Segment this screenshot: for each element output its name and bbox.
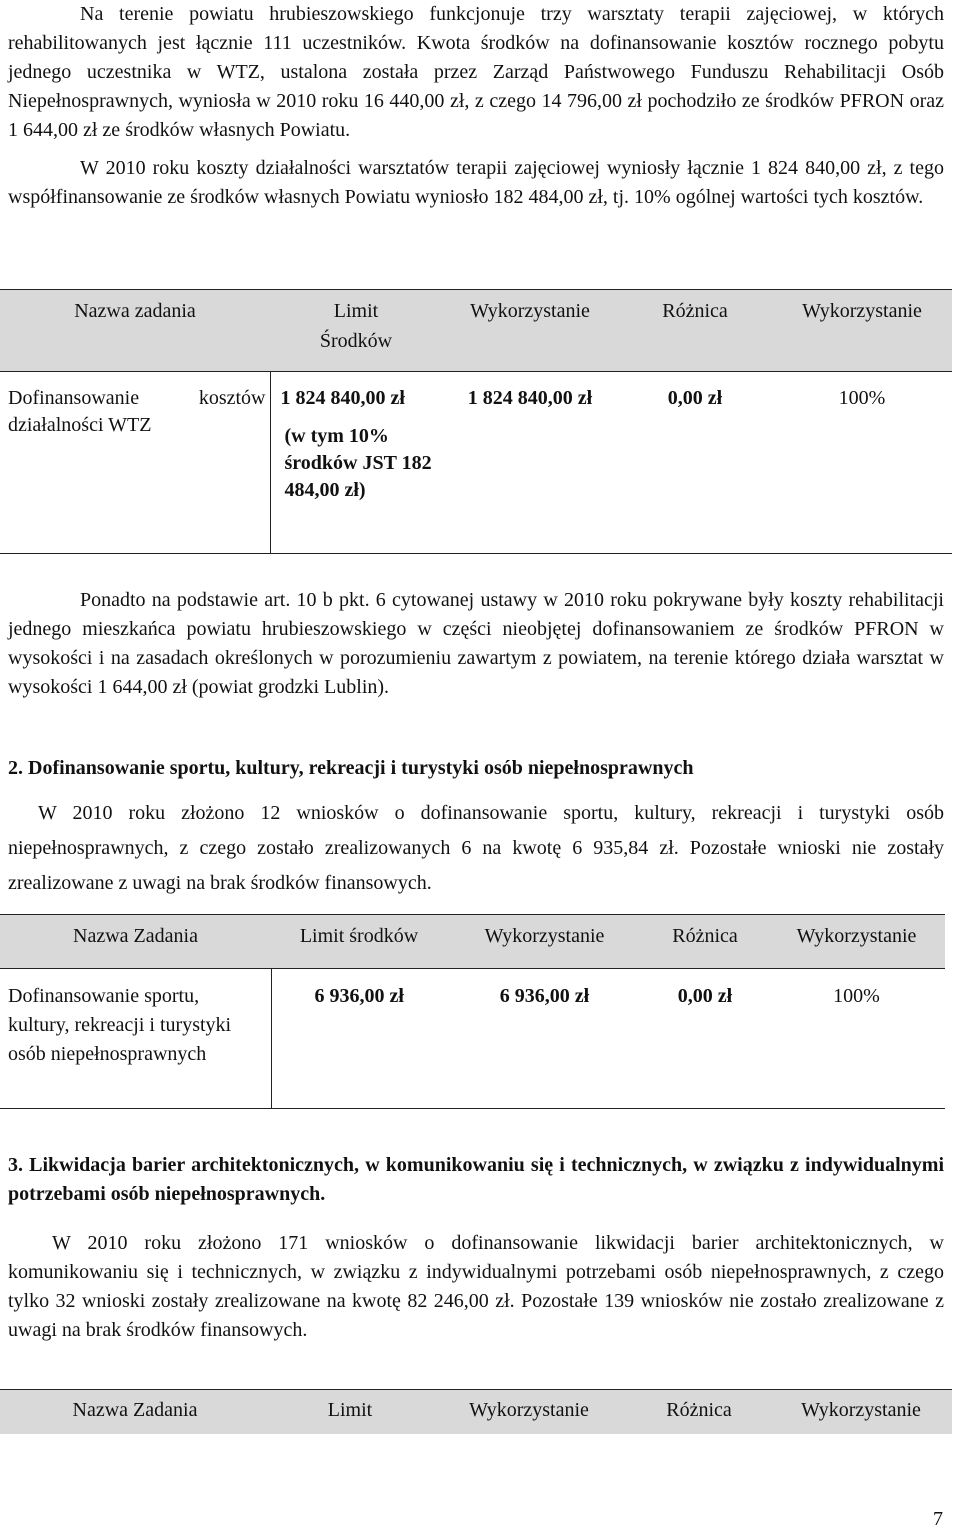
header-cell: Wykorzystanie (770, 1390, 952, 1434)
table-header-row (0, 915, 945, 969)
difference-cell: 0,00 zł (618, 372, 772, 554)
header-cell: Nazwa Zadania (0, 915, 271, 969)
header-cell: Nazwa Zadania (0, 1390, 270, 1434)
header-cell: Różnica (618, 290, 772, 372)
header-cell: Wykorzystanie (430, 1390, 628, 1434)
intro-paragraph-1: Na terenie powiatu hrubieszowskiego funkcjonuje trzy warsztaty terapii zajęciowej, w których rehabilitowanych jest łącznie 111 uczestników. Kwota środków na dofinansowanie kosztów rocznego pobytu jednego uczestnika w WTZ, ustalona została przez Zarząd Państwowego Funduszu Rehabilitacji Osób Niepełnosprawnych, wyniosła w 2010 roku 16 440,00 zł, z czego 14 796,00 zł pochodziło ze środków PFRON oraz 1 644,00 zł ze środków własnych Powiatu. (8, 3, 944, 141)
header-cell: Limit (270, 1390, 430, 1434)
difference-cell: 0,00 zł (642, 969, 768, 1109)
header-cell: Wykorzystanie (768, 915, 945, 969)
page-number: 7 (933, 1508, 943, 1530)
wtz-table (0, 289, 952, 554)
table-row (0, 372, 952, 554)
table-header-row (0, 290, 952, 372)
section-2-text: W 2010 roku złożono 12 wniosków o dofinansowanie sportu, kultury, rekreacji i turystyki osób niepełnosprawnych, z czego zostało zrealizowanych 6 na kwotę 6 935,84 zł. Pozostałe wnioski nie zostały zrealizowane z uwagi na brak środków finansowych. (8, 802, 944, 894)
sport-table (0, 914, 945, 1109)
header-cell: Nazwa zadania (0, 290, 270, 372)
header-cell: Wykorzystanie (772, 290, 952, 372)
header-cell: Limit Środków (270, 290, 442, 372)
intro-paragraph-2: W 2010 roku koszty działalności warsztatów terapii zajęciowej wyniosły łącznie 1 824 840,00 zł, z tego współfinansowanie ze środków własnych Powiatu wyniosło 182 484,00 zł, tj. 10% ogólnej wartości tych kosztów. (8, 157, 944, 208)
header-cell: Różnica (628, 1390, 770, 1434)
usage-percent-cell: 100% (768, 969, 945, 1109)
header-cell: Wykorzystanie (442, 290, 618, 372)
usage-percent-cell: 100% (772, 372, 952, 554)
used-cell: 1 824 840,00 zł (442, 372, 618, 554)
limit-cell: 6 936,00 zł (271, 969, 447, 1109)
header-cell: Limit środków (271, 915, 447, 969)
table-header-row (0, 1390, 952, 1434)
section-3-text: W 2010 roku złożono 171 wniosków o dofinansowanie likwidacji barier architektonicznych, w komunikowaniu się i technicznych, w związku z indywidualnymi potrzebami osób niepełnosprawnych, z czego tylko 32 wnioski zostały zrealizowane na kwotę 82 246,00 zł. Pozostałe 139 wniosków nie zostało zrealizowane z uwagi na brak środków finansowych. (8, 1232, 944, 1341)
task-name-cell: Dofinansowanie kosztów działalności WTZ (0, 372, 270, 554)
table-row (0, 969, 945, 1109)
limit-cell: 1 824 840,00 zł (w tym 10% środków JST 182 484,00 zł) (270, 372, 442, 554)
section-3-heading: 3. Likwidacja barier architektonicznych, w komunikowaniu się i technicznych, w związku z indywidualnymi potrzebami osób niepełnosprawnych. (8, 1154, 944, 1205)
section-2-heading: 2. Dofinansowanie sportu, kultury, rekreacji i turystyki osób niepełnosprawnych (8, 757, 694, 779)
intro-text (8, 0, 944, 212)
cost-coverage-text: Ponadto na podstawie art. 10 b pkt. 6 cytowanej ustawy w 2010 roku pokrywane były koszty rehabilitacji jednego mieszkańca powiatu hrubieszowskiego w części nieobjętej dofinansowaniem ze środków PFRON w wysokości i na zasadach określonych w porozumieniu zawartym z powiatem, na terenie którego działa warsztat w wysokości 1 644,00 zł (powiat grodzki Lublin). (8, 589, 944, 698)
header-cell: Wykorzystanie (447, 915, 642, 969)
task-name-cell: Dofinansowanie sportu, kultury, rekreacji i turystyki osób niepełnosprawnych (0, 969, 271, 1109)
barriers-table (0, 1389, 952, 1434)
header-cell: Różnica (642, 915, 768, 969)
used-cell: 6 936,00 zł (447, 969, 642, 1109)
